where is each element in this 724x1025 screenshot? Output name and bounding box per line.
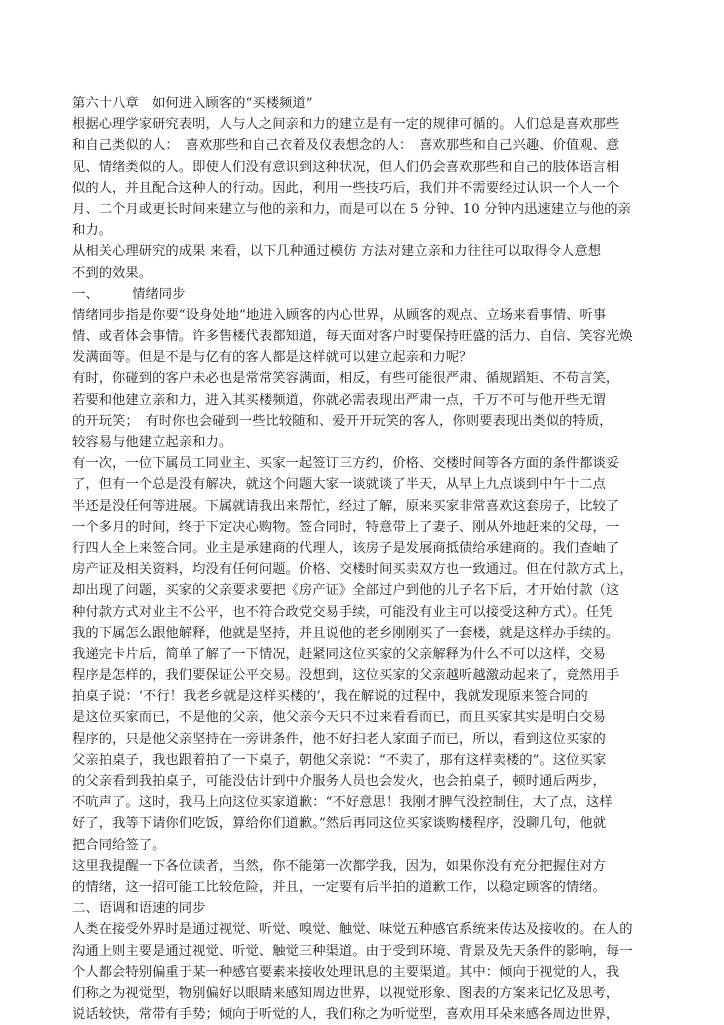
text-line: 好了，我等下请你们吃饭，算给你们道歉。”然后再同这位买家谈购楼程序，没聊几句，他就 (72, 816, 607, 832)
text-line: 行四人全上来签合同。业主是承建商的代理人，该房子是发展商抵债给承建商的。我们查岫了 (72, 540, 620, 556)
text-line: 月、二个月或更长时间来建立与他的亲和力，而是可以在 5 分钟、10 分钟内迅速建立与他的亲 (72, 201, 631, 217)
text-line: 们称之为视觉型，物别偏好以眼睛来感知周边世界，以视觉形象、图表的方案来记忆及思考， (72, 985, 620, 1001)
text-line: 二、语调和语速的同步 (72, 901, 206, 917)
text-line: 有一次，一位下属员工同业主、买家一起签订三方约，价格、交楼时间等各方面的条件都谈妥 (72, 456, 620, 472)
text-line: 有时，你碰到的客户未必也是常常笑容满面，相反，有些可能很严肃、循规蹈矩、不苟言笑， (72, 371, 620, 387)
text-line: 这里我提醒一下各位读者，当然，你不能第一次都学我，因为，如果你没有充分把握住对方 (72, 858, 606, 874)
text-line: 的情绪，这一招可能工比较危险，并且，一定要有后半拍的道歉工作，以稳定顾客的情绪。 (72, 879, 606, 895)
document-body (72, 93, 652, 1025)
text-line: 父亲拍桌子，我也跟着拍了一下桌子，朝他父亲说：“不卖了，那有这样卖楼的”。这位买家 (72, 752, 607, 768)
text-line: 了，但有一个总是没有解决，就这个问题大家一谈就谈了半天，从早上九点谈到中午十二点 (72, 477, 606, 493)
text-line: 房产证及相关资料，均没有任何问题。价格、交楼时间买卖双方也一致通过。但在付款方式上， (72, 562, 633, 578)
text-line: 情绪同步指是你要“设身处地”地进入顾客的内心世界，从顾客的观点、立场来看事情、听事 (72, 307, 607, 323)
text-line: 从相关心理研究的成果 来看，以下几种通过模仿 方法对建立亲和力往往可以取得令人意想 (72, 244, 602, 260)
text-line: 是这位买家而已，不是他的父亲，他父亲今天只不过来看看而已，而且买家其实是明白交易 (72, 710, 606, 726)
text-line: 不到的效果。 (72, 265, 153, 281)
text-line: 却出现了问题，买家的父亲要求要把《房产证》全部过户到他的儿子名下后，才开始付款（这 (72, 583, 620, 599)
text-line: 见、情绪类似的人。即使人们没有意识到这种状况，但人们仍会喜欢那些和自己的肢体语言相 (72, 159, 620, 175)
text-line: 若要和他建立亲和力，进入其买楼频道，你就必需表现出严肃一点，千万不可与他开些无谓 (72, 392, 606, 408)
text-line: 发满面等。但是不是与亿有的客人都是这样就可以建立起亲和力呢？ (72, 350, 473, 366)
text-line: 种付款方式对业主不公平，也不符合政党交易手续，可能没有业主可以接受这种方式）。任凭 (72, 604, 613, 620)
text-line: 说话较快，常带有手势；倾向于听觉的人，我们称之为听觉型，喜欢用耳朵来感各周边世界， (72, 1007, 620, 1023)
text-line: 个人都会特别偏重于某一种感官要素来接收处理讯息的主要渠道。其中：倾向于视觉的人，我 (72, 964, 620, 980)
text-line: 和自己类似的人： 喜欢那些和自己衣着及仪表想念的人： 喜欢那些和自己兴趣、价值观、意 (72, 138, 620, 154)
text-line: 根据心理学家研究表明，人与人之间亲和力的建立是有一定的规律可循的。人们总是喜欢那些 (72, 117, 620, 133)
text-line: 拍桌子说：‘不行！我老乡就是这样买楼的’，我在解说的过程中，我就发现原来签合同的 (72, 689, 588, 705)
text-line: 不吭声了。这时，我马上向这位买家道歉：“不好意思！我刚才脾气没控制住，大了点，这样 (72, 795, 613, 811)
text-line: 似的人，并且配合这种人的行动。因此，利用一些技巧后，我们并不需要经过认识一个人一个 (72, 180, 620, 196)
text-line: 和力。 (72, 223, 113, 239)
text-line: 情、或者体会事情。许多售楼代表都知道，每天面对客户时要保持旺盛的活力、自信、笑容光焕 (72, 329, 633, 345)
text-line: 我递完卡片后，简单了解了一下情况，赶紧同这位买家的父亲解释为什么不可以这样，交易 (72, 646, 606, 662)
text-line: 一个多月的时间，终于下定决心购物。签合同时，特意带上了妻子、刚从外地赶来的父母，一 (72, 519, 620, 535)
text-line: 半还是没任何等进展。下属就请我出来帮忙，经过了解，原来买家非常喜欢这套房子，比较了 (72, 498, 620, 514)
text-line: 程序是怎样的，我们要保证公平交易。没想到，这位买家的父亲越听越激动起来了，竟然用手 (72, 668, 620, 684)
text-line: 沟通上则主要是通过视觉、听觉、触觉三种渠道。由于受到环境、背景及先天条件的影响，每一 (72, 943, 633, 959)
text-line: 程序的，只是他父亲坚持在一旁讲条件，他不好扫老人家面子而已，所以，看到这位买家的 (72, 731, 606, 747)
text-line: 的开玩笑； 有时你也会碰到一些比较随和、爱开开玩笑的客人，你则要表现出类似的特质， (72, 413, 613, 429)
text-line: 我的下属怎么跟他解释，他就是坚持，并且说他的老乡刚刚买了一套楼，就是这样办手续的。 (72, 625, 620, 641)
chapter-title: 第六十八章 如何进入顾客的“买楼频道” (72, 96, 313, 111)
text-line: 把合同给签了。 (72, 837, 166, 853)
text-line: 一、 情绪同步 (72, 286, 186, 302)
text-line: 的父亲看到我拍桌子，可能没估计到中介服务人员也会发火，也会拍桌子，顿时通后两步， (72, 774, 606, 789)
text-line: 人类在接受外界时是通过视觉、听觉、嗅觉、触觉、味觉五种感官系统来传达及接收的。在人的 (72, 922, 633, 938)
text-line: 较容易与他建立起亲和力。 (72, 435, 233, 450)
